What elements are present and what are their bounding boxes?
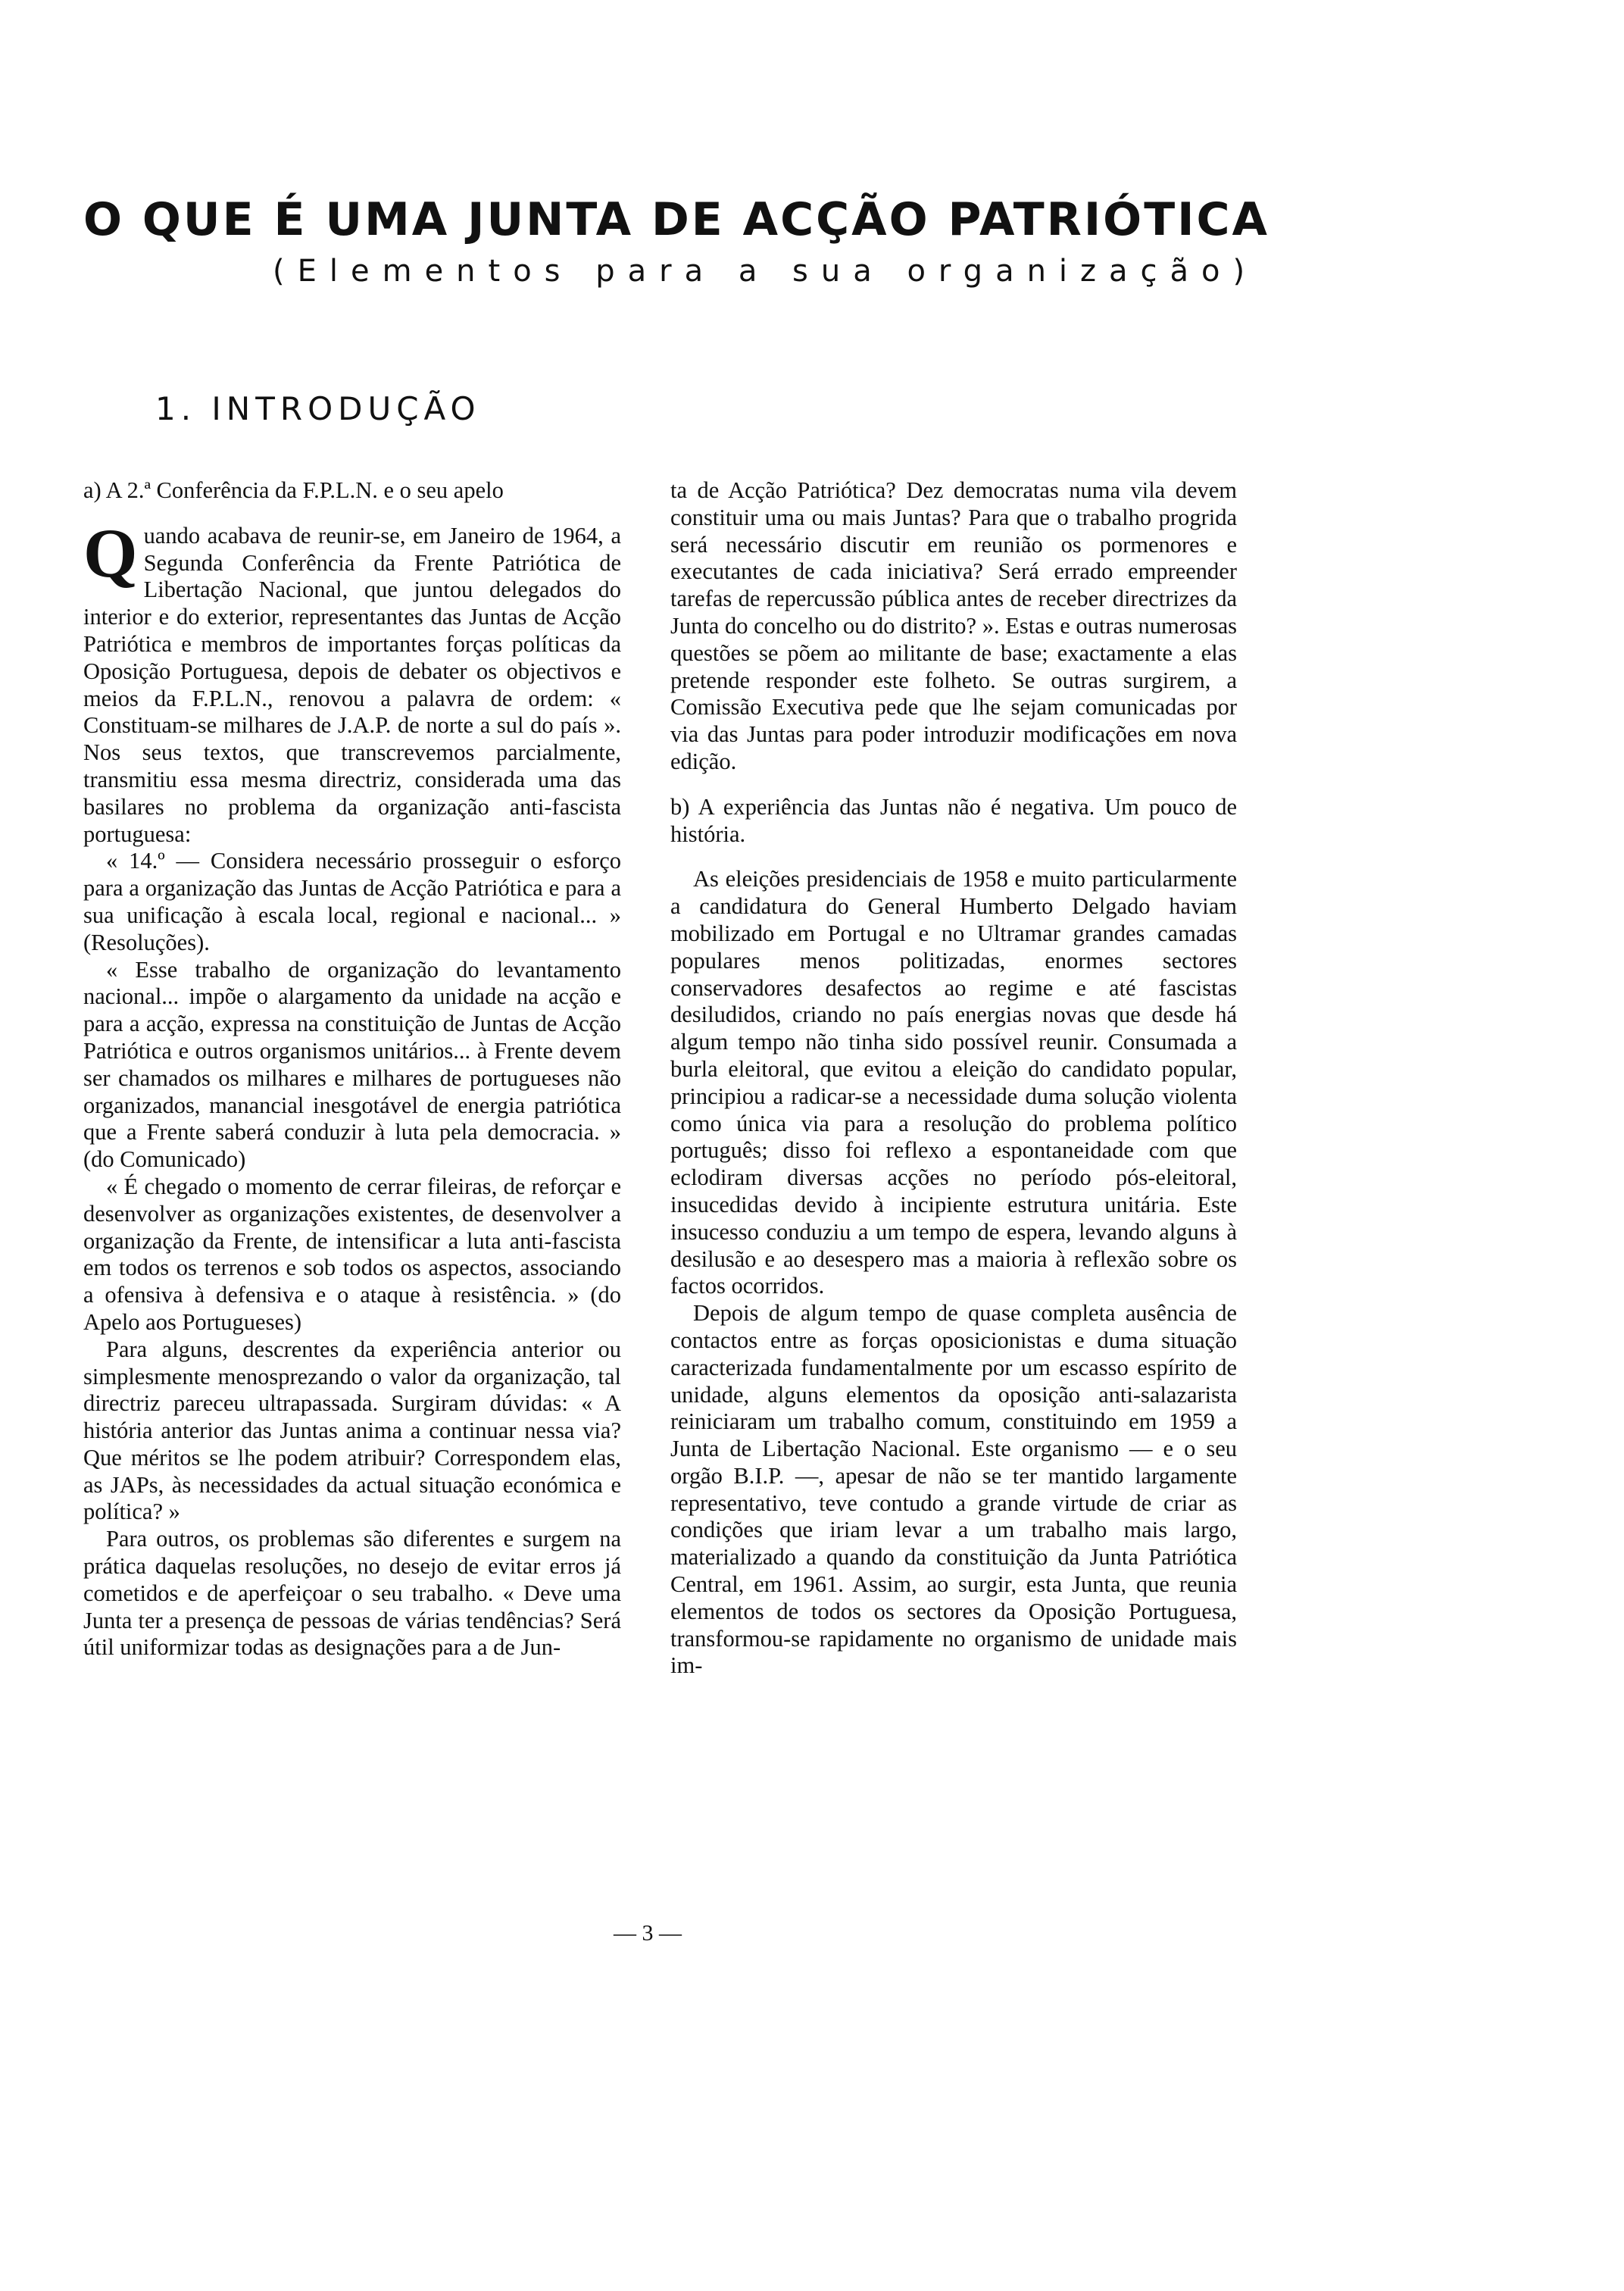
quote-apelo: « É chegado o momento de cerrar fileiras, de reforçar e desenvolver as organizações existentes, de desenvolver a organização da Frente, de intensificar a luta anti-fascista em todos os terrenos e sob todos os aspectos, associando a ofensiva à defensiva e o ataque à resistência. » (do Apelo aos Portugueses) (83, 1173, 621, 1335)
quote-comunicado: « Esse trabalho de organização do levantamento nacional... impõe o alargamento da unidade na acção e para a acção, expressa na constituição de Juntas de Acção Patriótica e outros organismos unitários... à Frente devem ser chamados os milhares e milhares de portugueses não organizados, manancial inesgotável de energia patriótica que a Frente saberá conduzir à luta pela democracia. » (do Comunicado) (83, 956, 621, 1173)
right-column (670, 477, 1237, 1680)
paragraph: ta de Acção Patriótica? Dez democratas numa vila devem constituir uma ou mais Juntas? Para que o trabalho progrida será necessário discutir em reunião os pormenores e executantes de cada iniciativa? Será errado empreender tarefas de repercussão pública antes de receber directrizes da Junta do concelho ou do distrito? ». Estas e outras numerosas questões se põem ao militante de base; exactamente a elas pretende responder este folheto. Se outras surgirem, a Comissão Executiva pede que lhe sejam comunicadas por via das Juntas para poder introduzir modificações em nova edição. (670, 477, 1237, 774)
left-column (83, 477, 621, 1661)
paragraph: Para alguns, descrentes da experiência anterior ou simplesmente menosprezando o valor da organização, tal directriz pareceu ultrapassada. Surgiram dúvidas: « A história anterior das Juntas anima a continuar nessa via? Que méritos se lhe podem atribuir? Correspondem elas, as JAPs, às necessidades da actual situação económica e política? » (83, 1336, 621, 1525)
section-heading: 1. INTRODUÇÃO (155, 390, 481, 427)
quote-resolucoes: « 14.º — Considera necessário prosseguir o esforço para a organização das Juntas de Acção Patriótica e para a sua unificação à escala local, regional e nacional... » (Resoluções). (83, 848, 621, 955)
paragraph (83, 514, 621, 849)
page-number: — 3 — (614, 1921, 682, 1946)
page-subtitle: (Elementos para a sua organização) (273, 254, 1258, 289)
paragraph-text: uando acabava de reunir-se, em Janeiro de 1964, a Segunda Conferência da Frente Patriótica de Libertação Nacional, que juntou delegados do interior e do exterior, representantes das Juntas de Acção Patriótica e membros de importantes forças políticas da Oposição Portuguesa, depois de debater os objectivos e meios da F.P.L.N., renovou a palavra de ordem: « Constituam-se milhares de J.A.P. de norte a sul do país ». Nos seus textos, que transcrevemos parcialmente, transmitiu essa mesma directriz, considerada uma das basilares no problema da organização anti-fascista portuguesa: (83, 522, 621, 847)
paragraph: Depois de algum tempo de quase completa ausência de contactos entre as forças oposicionistas e duma situação caracterizada fundamentalmente por um escasso espírito de unidade, alguns elementos da oposição anti-salazarista reiniciaram um trabalho comum, constituindo em 1959 a Junta de Libertação Nacional. Este organismo — e o seu orgão B.I.P. —, apesar de não se ter mantido largamente representativo, teve contudo a grande virtude de criar as condições que iriam levar a um trabalho mais largo, materializado a quando da constituição da Junta Patriótica Central, em 1961. Assim, ao surgir, esta Junta, que reunia elementos de todos os sectores da Oposição Portuguesa, transformou-se rapidamente no organismo de unidade mais im- (670, 1300, 1237, 1679)
paragraph: Para outros, os problemas são diferentes e surgem na prática daquelas resoluções, no desejo de evitar erros já cometidos e de aperfeiçoar o seu trabalho. « Deve uma Junta ter a presença de pessoas de várias tendências? Será útil uniformizar todas as designações para a de Jun- (83, 1526, 621, 1661)
page-title: O QUE É UMA JUNTA DE ACÇÃO PATRIÓTICA (83, 193, 1270, 246)
subheading-a: a) A 2.ª Conferência da F.P.L.N. e o seu apelo (83, 477, 504, 503)
paragraph: As eleições presidenciais de 1958 e muito particularmente a candidatura do General Humberto Delgado haviam mobilizado em Portugal e no Ultramar grandes camadas populares menos politizadas, enormes sectores conservadores desafectos ao regime e até fascistas desiludidos, criando no país energias novas que desde há algum tempo não tinha sido possível reunir. Consumada a burla eleitoral, que evitou a eleição do candidato popular, principiou a radicar-se a necessidade duma solução violenta como única via para a resolução do problema político português; disso foi reflexo a espontaneidade com que eclodiram diversas acções no período pós-eleitoral, insucedidas devido à incipiente estrutura unitária. Este insucesso conduziu a um tempo de espera, levando alguns à desilusão e ao desespero mas a maioria à reflexão sobre os factos ocorridos. (670, 866, 1237, 1299)
drop-cap: Q (83, 514, 138, 592)
subheading-b: b) A experiência das Juntas não é negativa. Um pouco de história. (670, 793, 1237, 847)
